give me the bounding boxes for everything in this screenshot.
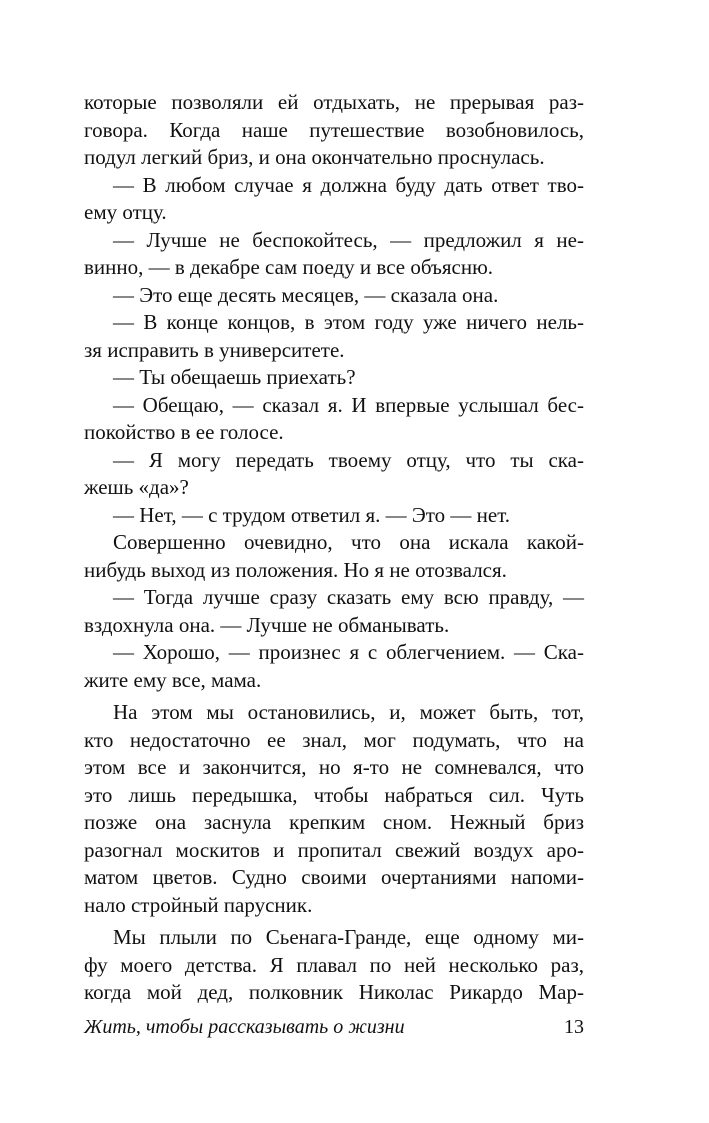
text-line: фу моего детства. Я плавал по ней несколько раз, bbox=[84, 952, 584, 977]
text-line: Мы плыли по Сьенага-Гранде, еще одному ми- bbox=[113, 925, 584, 949]
text-line: покойство в ее голосе. bbox=[84, 420, 284, 444]
text-line: зя исправить в университете. bbox=[84, 337, 345, 362]
running-title: Жить, чтобы рассказывать о жизни bbox=[84, 1016, 405, 1038]
text-line: — Хорошо, — произнес я с облегчением. — Ска- bbox=[113, 640, 584, 664]
text-line: — Это еще десять месяцев, — сказала она. bbox=[113, 282, 499, 307]
text-line: позже она заснула крепким сном. Нежный бриз bbox=[84, 810, 584, 834]
text-line: — Нет, — с трудом ответил я. — Это — нет. bbox=[113, 502, 511, 527]
text-line: — Тогда лучше сразу сказать ему всю правду, — bbox=[113, 585, 584, 609]
text-line: Совершенно очевидно, что она искала какой- bbox=[113, 530, 584, 554]
text-line: — Лучше не беспокойтесь, — предложил я не- bbox=[113, 227, 584, 252]
text-line: кто недостаточно ее знал, мог подумать, что на bbox=[84, 727, 584, 752]
text-line: — Я могу передать твоему отцу, что ты ска- bbox=[113, 447, 584, 472]
text-line: когда мой дед, полковник Николас Рикардо Мар- bbox=[84, 980, 584, 1004]
body-text bbox=[84, 89, 584, 1007]
text-line: — В любом случае я должна буду дать ответ тво- bbox=[113, 172, 584, 197]
text-line: — В конце концов, в этом году уже ничего нель- bbox=[113, 310, 584, 334]
text-line: матом цветов. Судно своими очертаниями напоми- bbox=[84, 865, 584, 889]
page-number: 13 bbox=[564, 1016, 584, 1038]
text-line: которые позволяли ей отдыхать, не прерывая раз- bbox=[84, 90, 584, 114]
text-line: нало стройный парусник. bbox=[84, 892, 313, 917]
text-line: — Обещаю, — сказал я. И впервые услышал бес- bbox=[113, 392, 584, 417]
text-line: вздохнула она. — Лучше не обманывать. bbox=[84, 612, 450, 637]
text-line: этом все и закончится, но я-то не сомневался, что bbox=[84, 755, 584, 779]
text-line: нибудь выход из положения. Но я не отозвался. bbox=[84, 557, 507, 582]
text-line: — Ты обещаешь приехать? bbox=[113, 365, 356, 389]
text-line: На этом мы остановились, и, может быть, тот, bbox=[113, 700, 584, 724]
text-line: говора. Когда наше путешествие возобновилось, bbox=[84, 117, 584, 142]
text-line: разогнал москитов и пропитал свежий воздух аро- bbox=[84, 837, 584, 862]
text-line: жите ему все, мама. bbox=[84, 667, 262, 692]
text-line: это лишь передышка, чтобы набраться сил. Чуть bbox=[84, 782, 584, 807]
text-line: винно, — в декабре сам поеду и все объясню. bbox=[84, 255, 494, 279]
page-footer bbox=[84, 1013, 584, 1041]
text-line: жешь «да»? bbox=[84, 475, 189, 499]
text-line: подул легкий бриз, и она окончательно проснулась. bbox=[84, 145, 545, 169]
text-line: ему отцу. bbox=[84, 200, 167, 224]
